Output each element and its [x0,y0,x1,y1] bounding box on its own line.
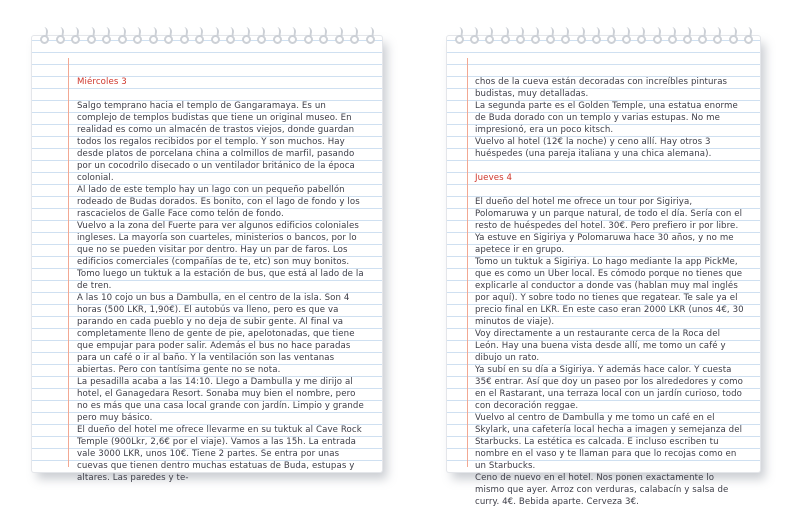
spiral-hook-icon [501,27,509,44]
diary-paragraph: Tomo luego un tuktuk a la estación de bus, que está al lado de la de tren. [77,269,364,291]
spiral-binding [40,27,374,44]
spiral-hook-icon [335,27,343,44]
diary-paragraph: El dueño del hotel me ofrece un tour por Sigiriya, Polomaruwa y un parque natural, de todo el día. Sería con el resto de huéspedes del hotel. 30€. Pero prefiero ir por libre. Ya estuve en Sigiriya y Polomaruwa hace 30 años, y no me apetece ir en grupo. [475,197,743,255]
spiral-hook-icon [164,27,172,44]
notebook-page-right [447,36,760,507]
spiral-hook-icon [319,27,327,44]
spiral-hook-icon [470,27,478,44]
spiral-binding [455,27,752,44]
spiral-hook-icon [350,27,358,44]
diary-paragraph: El dueño del hotel me ofrece llevarme en su tuktuk al Cave Rock Temple (900Lkr, 2,6€ por el viaje). Vamos a las 15h. La entrada vale 3000 LKR, unos 10€. Tiene 2 partes. Se entra por unas cuevas que tienen dentro muchas estatuas de Buda, estupas y altares. Las paredes y te- [77,425,362,483]
diary-paragraph: Vuelvo al hotel (12€ la noche) y ceno allí. Hay otros 3 huéspedes (una pareja italiana y una chica alemana). [475,137,712,159]
day-heading: Miércoles 3 [77,77,127,87]
spiral-hook-icon [607,27,615,44]
spiral-hook-icon [668,27,676,44]
spiral-hook-icon [637,27,645,44]
spiral-hook-icon [729,27,737,44]
spiral-hook-icon [87,27,95,44]
spiral-hook-icon [577,27,585,44]
spiral-hook-icon [273,27,281,44]
diary-paragraph: Ya subí en su día a Sigiriya. Y además hace calor. Y cuesta 35€ entrar. Así que doy un paseo por los alrededores y como en el Rastarant, una terraza local con un jardín curioso, todo con decoración reggae. [475,365,744,411]
spiral-hook-icon [592,27,600,44]
diary-paragraph: Tomo un tuktuk a Sigiriya. Lo hago mediante la app PickMe, que es como un Uber local. Es cómodo porque no tienes que explicarle al conductor a donde vas (hablan muy mal inglés por aquí). Y sobre todo no tienes que regatear. Te sale ya el precio final en LKR. En este caso eran 2000 LKR (unos 4€, 30 minutos de viaje). [475,257,744,327]
diary-paragraph: Ceno de nuevo en el hotel. Nos ponen exactamente lo mismo que ayer. Arroz con verduras, calabacín y salsa de curry. 4€. Bebida aparte. Cerveza 3€. [475,473,729,507]
spiral-hook-icon [226,27,234,44]
spiral-hook-icon [304,27,312,44]
spiral-hook-icon [546,27,554,44]
spiral-hook-icon [180,27,188,44]
spiral-hook-icon [622,27,630,44]
spiral-hook-icon [288,27,296,44]
spiral-hook-icon [40,27,48,44]
diary-paragraph: La segunda parte es el Golden Temple, una estatua enorme de Buda dorado con un templo y varias estupas. No me impresionó, era un poco kitsch. [475,101,738,135]
spiral-hook-icon [56,27,64,44]
diary-paragraph: La pesadilla acaba a las 14:10. Llego a Dambulla y me dirijo al hotel, el Ganagedara Resort. Sonaba muy bien el nombre, pero no es más que una casa local grande con jardín. Limpio y grande pero muy básico. [77,377,364,423]
diary-paragraph: Salgo temprano hacia el templo de Gangaramaya. Es un complejo de templos budistas que tiene un original museo. En realidad es como un almacén de trastos viejos, donde guardan todos los regalos recibidos por el templo. Y son muchos. Hay desde platos de porcelana china a colmillos de marfil, pasando por un cocodrilo disecado o un ventilador británico de la época colonial. [77,101,355,183]
diary-paragraph: Al lado de este templo hay un lago con un pequeño pabellón rodeado de Budas dorados. Es bonito, con el lago de fondo y los rascacielos de Galle Face como telón de fondo. [77,185,360,219]
day-heading: Jueves 4 [475,173,513,183]
spiral-hook-icon [516,27,524,44]
spiral-hook-icon [366,27,374,44]
spiral-hook-icon [698,27,706,44]
spiral-hook-icon [713,27,721,44]
spiral-hook-icon [257,27,265,44]
margin-line [68,58,69,467]
spiral-hook-icon [102,27,110,44]
spiral-hook-icon [118,27,126,44]
page-content [77,76,366,484]
spiral-hook-icon [683,27,691,44]
margin-line [467,58,468,467]
spiral-hook-icon [133,27,141,44]
spiral-hook-icon [561,27,569,44]
notebook-page-left [32,36,382,483]
spiral-hook-icon [195,27,203,44]
spiral-hook-icon [71,27,79,44]
page-content [475,76,746,508]
spiral-hook-icon [211,27,219,44]
spiral-hook-icon [149,27,157,44]
spiral-hook-icon [242,27,250,44]
diary-paragraph: Voy directamente a un restaurante cerca de la Roca del León. Hay una buena vista desde allí, me tomo un café y dibujo un rato. [475,329,726,363]
diary-paragraph: Vuelvo a la zona del Fuerte para ver algunos edificios coloniales ingleses. La mayoría son cuarteles, ministerios o bancos, por lo que no se pueden visitar por dentro. Hay un par de faros. Los edificios comerciales (compañías de te, etc) son muy bonitos. [77,221,359,267]
diary-paragraph: A las 10 cojo un bus a Dambulla, en el centro de la isla. Son 4 horas (500 LKR, 1,90€). El autobús va lleno, pero es que va parando en cada pueblo y no deja de subir gente. Al final va completamente lleno de gente de pie, apelotonadas, que tiene que empujar para poder salir. Además el bus no hace paradas para un café o ir al baño. Y la ventilación son las ventanas abiertas. Pero con tantísima gente no se nota. [77,293,355,375]
diary-paragraph: chos de la cueva están decoradas con increíbles pinturas budistas, muy detalladas. [475,77,728,99]
spiral-hook-icon [531,27,539,44]
spiral-hook-icon [744,27,752,44]
diary-paragraph: Vuelvo al centro de Dambulla y me tomo un café en el Skylark, una cafetería local hecha a imagen y semejanza del Starbucks. La estética es calcada. E incluso escriben tu nombre en el vaso y te llaman para que lo recojas como en un Starbucks. [475,413,743,471]
spiral-hook-icon [653,27,661,44]
spiral-hook-icon [455,27,463,44]
spiral-hook-icon [485,27,493,44]
